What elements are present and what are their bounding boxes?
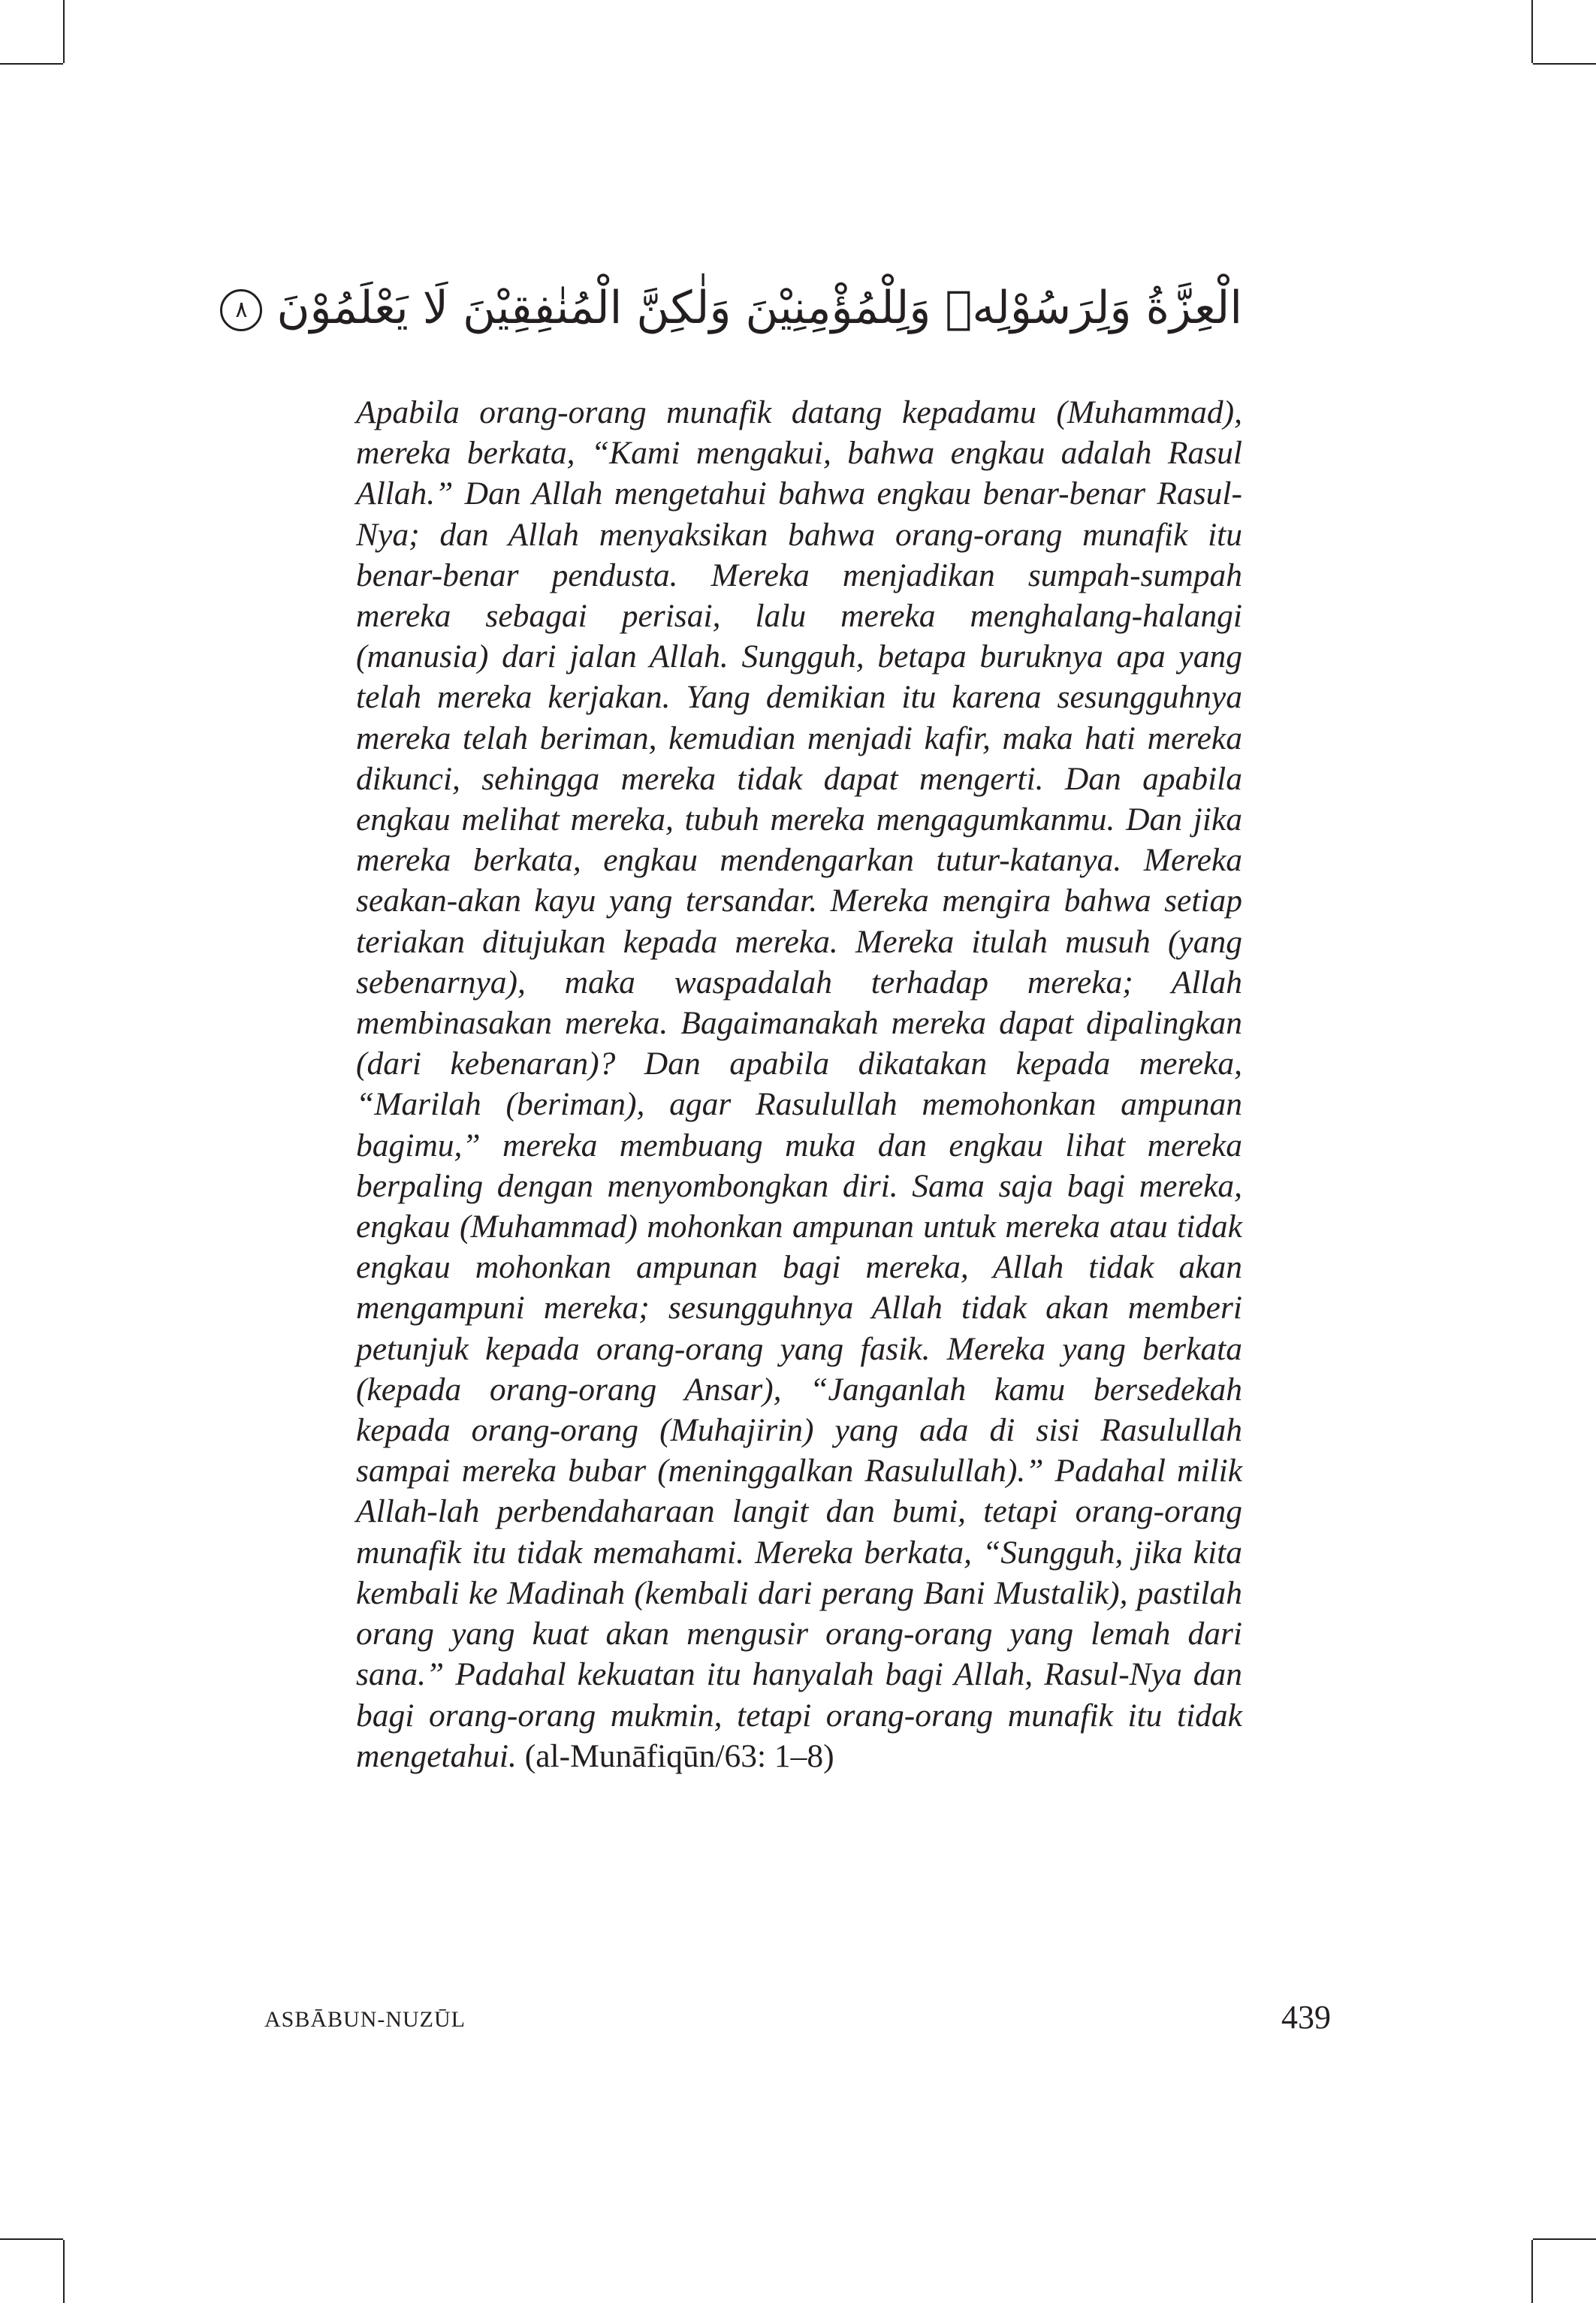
crop-mark-top-left-vertical [63, 0, 65, 63]
ayah-number-marker: ٨ [220, 289, 262, 331]
arabic-verse-line [235, 267, 1242, 349]
surah-citation: (al-Munāfiqūn/63: 1–8) [524, 1737, 834, 1774]
crop-mark-top-right-horizontal [1533, 63, 1596, 65]
translation-block [356, 392, 1242, 1776]
translation-paragraph [356, 392, 1242, 1776]
page-number: 439 [1281, 1999, 1331, 2036]
crop-mark-bottom-right-vertical [1531, 2240, 1533, 2303]
crop-mark-bottom-left-vertical [63, 2240, 65, 2303]
running-title: ASBĀBUN-NUZŪL [264, 2007, 466, 2032]
crop-mark-bottom-left-horizontal [0, 2238, 63, 2240]
translation-text: Apabila orang-orang munafik datang kepadamu (Muhammad), mereka berkata, “Kami mengakui, bahwa engkau adalah Rasul Allah.” Dan Allah mengetahui bahwa engkau benar-benar Rasul-Nya; dan Allah menyaksikan bahwa orang-orang munafik itu benar-benar pendusta. Mereka menjadikan sumpah-sumpah mereka sebagai perisai, lalu mereka menghalang-halangi (manusia) dari jalan Allah. Sungguh, betapa buruknya apa yang telah mereka kerjakan. Yang demikian itu karena sesungguhnya mereka telah beriman, kemudian menjadi kafir, maka hati mereka dikunci, sehingga mereka tidak dapat mengerti. Dan apabila engkau melihat mereka, tubuh mereka mengagumkanmu. Dan jika mereka berkata, engkau mendengarkan tutur-katanya. Mereka seakan-akan kayu yang tersandar. Mereka mengira bahwa setiap teriakan ditujukan kepada mereka. Mereka itulah musuh (yang sebenarnya), maka waspadalah terhadap mereka; Allah membinasakan mereka. Bagaimanakah mereka dapat dipalingkan (dari kebenaran)? Dan apabila dikatakan kepada mereka, “Marilah (beriman), agar Rasulullah memohonkan ampunan bagimu,” mereka membuang muka dan engkau lihat mereka berpaling dengan menyombongkan diri. Sama saja bagi mereka, engkau (Muhammad) mohonkan ampunan untuk mereka atau tidak engkau mohonkan ampunan bagi mereka, Allah tidak akan mengampuni mereka; sesungguhnya Allah tidak akan memberi petunjuk kepada orang-orang yang fasik. Mereka yang berkata (kepada orang-orang Ansar), “Janganlah kamu bersedekah kepada orang-orang (Muhajirin) yang ada di sisi Rasulullah sampai mereka bubar (meninggalkan Rasulullah).” Padahal milik Allah-lah perbendaharaan langit dan bumi, tetapi orang-orang munafik itu tidak memahami. Mereka berkata, “Sungguh, jika kita kembali ke Madinah (kembali dari perang Bani Mustalik), pastilah orang yang kuat akan mengusir orang-orang yang lemah dari sana.” Padahal kekuatan itu hanyalah bagi Allah, Rasul-Nya dan bagi orang-orang mukmin, tetapi orang-orang munafik itu tidak mengetahui. [356, 394, 1242, 1774]
crop-mark-bottom-right-horizontal [1533, 2238, 1596, 2240]
crop-mark-top-right-vertical [1531, 0, 1533, 63]
crop-mark-top-left-horizontal [0, 63, 63, 65]
arabic-verse-text: الْعِزَّةُ وَلِرَسُوْلِهٖ وَلِلْمُؤْمِنِيْنَ وَلٰكِنَّ الْمُنٰفِقِيْنَ لَا يَعْلَمُوْنَ [276, 282, 1242, 334]
